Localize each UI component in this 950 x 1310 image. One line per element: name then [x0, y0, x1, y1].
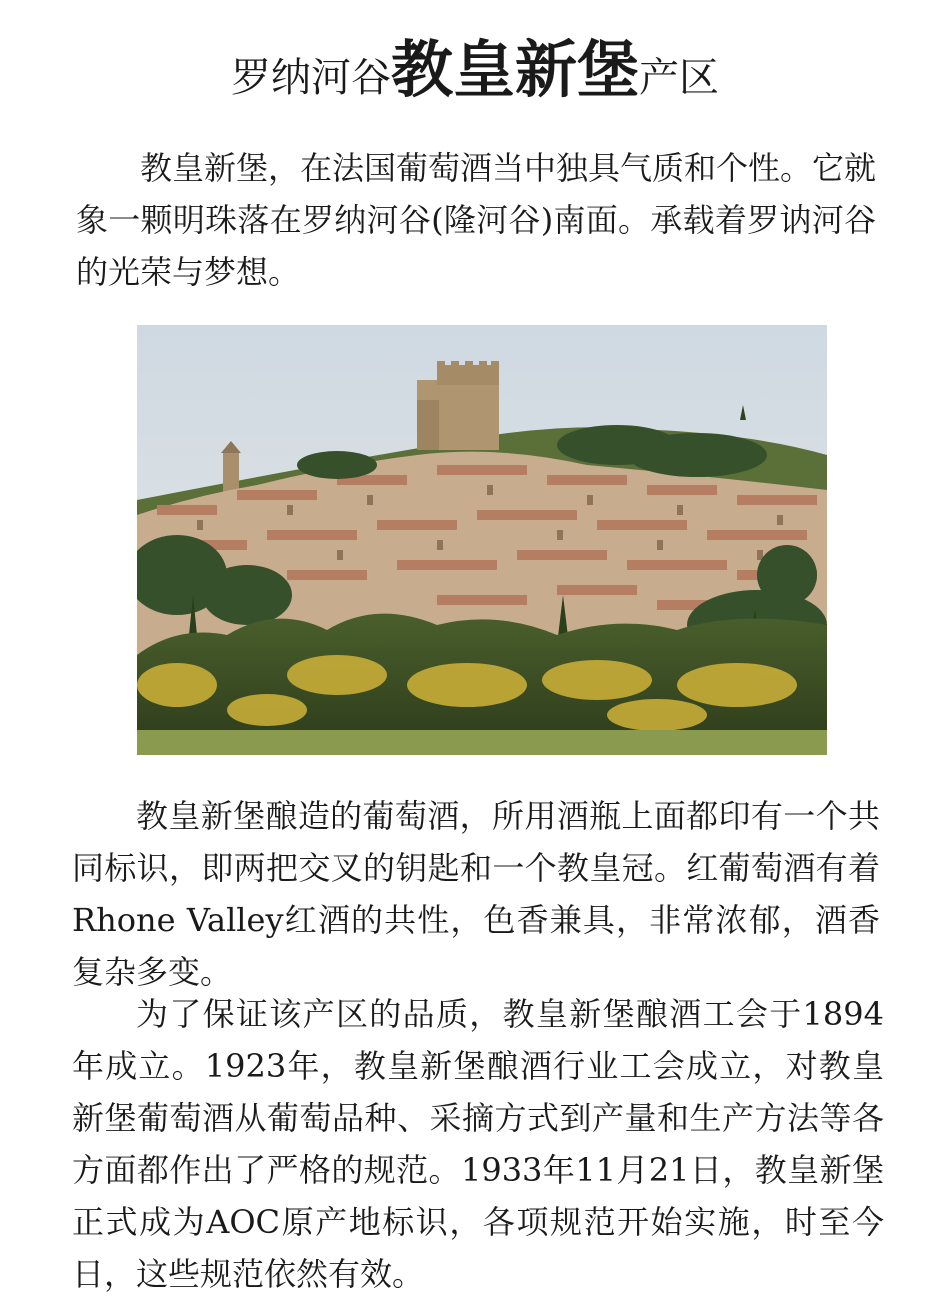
title-emphasis: 教皇新堡: [390, 33, 639, 106]
history-paragraph: 为了保证该产区的品质，教皇新堡酿酒工会于1894年成立。1923年，教皇新堡酿酒行业工会成立，对教皇新堡葡萄酒从葡萄品种、采摘方式到产量和生产方法等各方面都作出了严格的规范。1933年11月21日，教皇新堡正式成为AOC原产地标识，各项规范开始实施，时至今日，这些规范依然有效。: [72, 995, 884, 1293]
title-prefix: 罗纳河谷: [230, 55, 391, 101]
village-photo: [137, 325, 827, 755]
page-title: [0, 30, 950, 126]
title-suffix: 产区: [639, 55, 719, 101]
bottle-paragraph: 教皇新堡酿造的葡萄酒，所用酒瓶上面都印有一个共同标识，即两把交叉的钥匙和一个教皇冠。红葡萄酒有着Rhone Valley红酒的共性，色香兼具，非常浓郁，酒香复杂多变。: [72, 797, 880, 991]
intro-paragraph: 教皇新堡，在法国葡萄酒当中独具气质和个性。它就象一颗明珠落在罗纳河谷(隆河谷)南面。承载着罗讷河谷的光荣与梦想。: [76, 149, 877, 291]
grass: [137, 730, 827, 755]
hilltop-village-illustration: [137, 325, 827, 755]
